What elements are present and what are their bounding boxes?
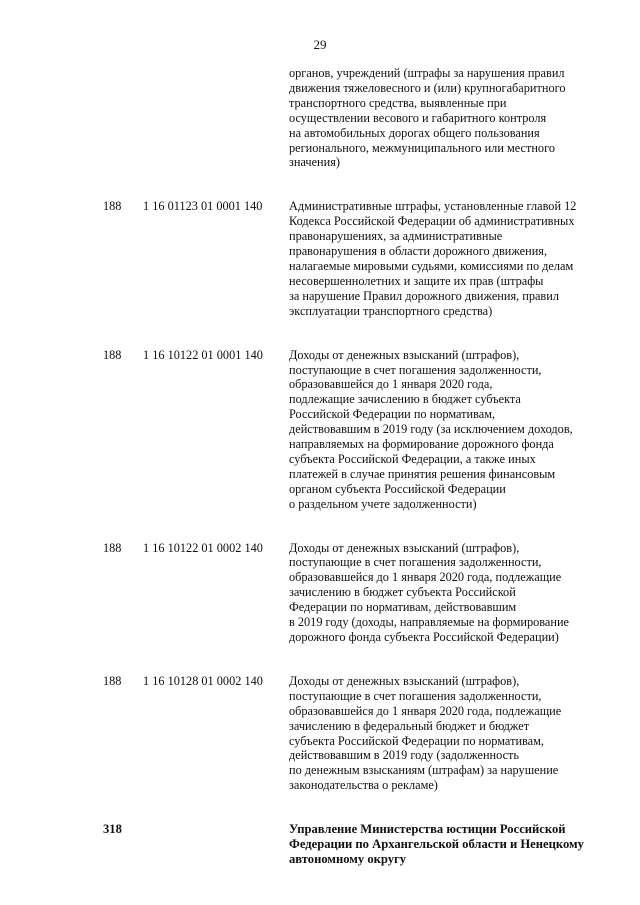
revenue-description [289, 674, 609, 793]
table-row [0, 348, 640, 512]
description-line: Кодекса Российской Федерации об административных [289, 214, 575, 229]
description-line: Доходы от денежных взысканий (штрафов), [289, 673, 520, 688]
section-header-row [0, 822, 640, 867]
budget-classification-code: 1 16 01123 01 0001 140 [143, 199, 263, 214]
revenue-description [289, 541, 609, 645]
description-line: направляемых на формирование дорожного фонда [289, 437, 554, 452]
description-line: Федерации по нормативам, действовавшим [289, 600, 517, 615]
admin-code: 318 [103, 822, 122, 837]
description-line: о раздельном учете задолженности) [289, 496, 477, 511]
description-line: образовавшейся до 1 января 2020 года, подлежащие [289, 570, 562, 585]
revenue-description [289, 199, 609, 318]
description-line: на автомобильных дорогах общего пользования [289, 125, 540, 140]
admin-code: 188 [103, 540, 122, 555]
table-row [0, 199, 640, 318]
description-line: движения тяжеловесного и (или) крупногабаритного [289, 80, 566, 95]
revenue-description [289, 348, 609, 512]
description-line: налагаемые мировыми судьями, комиссиями по делам [289, 258, 574, 273]
budget-classification-code: 1 16 10122 01 0001 140 [143, 347, 263, 362]
description-line: дорожного фонда субъекта Российской Федерации) [289, 630, 559, 644]
budget-classification-code: 1 16 10122 01 0002 140 [143, 540, 263, 555]
description-line: автономному округу [289, 851, 407, 866]
description-line: поступающие в счет погашения задолженности, [289, 555, 542, 570]
description-line: регионального, межмуниципального или местного [289, 140, 555, 155]
description-line: правонарушения в области дорожного движения, [289, 244, 548, 259]
description-line: эксплуатации транспортного средства) [289, 303, 493, 318]
table-row [0, 674, 640, 793]
admin-code: 188 [103, 199, 122, 214]
table-row [0, 66, 640, 170]
description-line: законодательства о рекламе) [289, 778, 438, 793]
description-line: Управление Министерства юстиции Российской [289, 822, 566, 837]
description-line: органов, учреждений (штрафы за нарушения правил [289, 66, 565, 80]
description-line: платежей в случае принятия решения финансовым [289, 466, 556, 481]
revenue-description [289, 66, 609, 170]
table-row [0, 541, 640, 645]
revenue-description [289, 822, 609, 867]
description-line: зачислению в бюджет субъекта Российской [289, 585, 516, 600]
description-line: субъекта Российской Федерации по нормативам, [289, 733, 544, 748]
description-line: в 2019 году (доходы, направляемые на формирование [289, 615, 569, 630]
description-line: транспортного средства, выявленные при [289, 95, 507, 110]
description-line: по денежным взысканиям (штрафам) за нарушение [289, 763, 559, 778]
description-line: Российской Федерации по нормативам, [289, 407, 496, 422]
description-line: зачислению в федеральный бюджет и бюджет [289, 718, 530, 733]
description-line: за нарушение Правил дорожного движения, правил [289, 288, 559, 303]
description-line: Доходы от денежных взысканий (штрафов), [289, 540, 520, 555]
description-line: образовавшейся до 1 января 2020 года, подлежащие [289, 703, 562, 718]
page-number: 29 [313, 37, 327, 52]
description-line: подлежащие зачислению в бюджет субъекта [289, 392, 521, 407]
description-line: Доходы от денежных взысканий (штрафов), [289, 347, 520, 362]
admin-code: 188 [103, 673, 122, 688]
description-line: осуществлении весового и габаритного контроля [289, 110, 547, 125]
description-line: поступающие в счет погашения задолженности, [289, 362, 542, 377]
description-line: действовавшим в 2019 году (задолженность [289, 748, 520, 763]
description-line: Административные штрафы, установленные главой 12 [289, 199, 577, 214]
description-line: действовавшим в 2019 году (за исключением доходов, [289, 422, 573, 437]
budget-classification-code: 1 16 10128 01 0002 140 [143, 673, 263, 688]
description-line: Федерации по Архангельской области и Ненецкому [289, 837, 584, 852]
description-line: несовершеннолетних и защите их прав (штрафы [289, 273, 544, 288]
description-line: образовавшейся до 1 января 2020 года, [289, 377, 493, 392]
description-line: поступающие в счет погашения задолженности, [289, 688, 542, 703]
description-line: органом субъекта Российской Федерации [289, 481, 506, 496]
admin-code: 188 [103, 347, 122, 362]
description-line: правонарушениях, за административные [289, 229, 503, 244]
budget-code-table [0, 66, 640, 896]
description-line: субъекта Российской Федерации, а также иных [289, 451, 536, 466]
description-line: значения) [289, 155, 340, 170]
